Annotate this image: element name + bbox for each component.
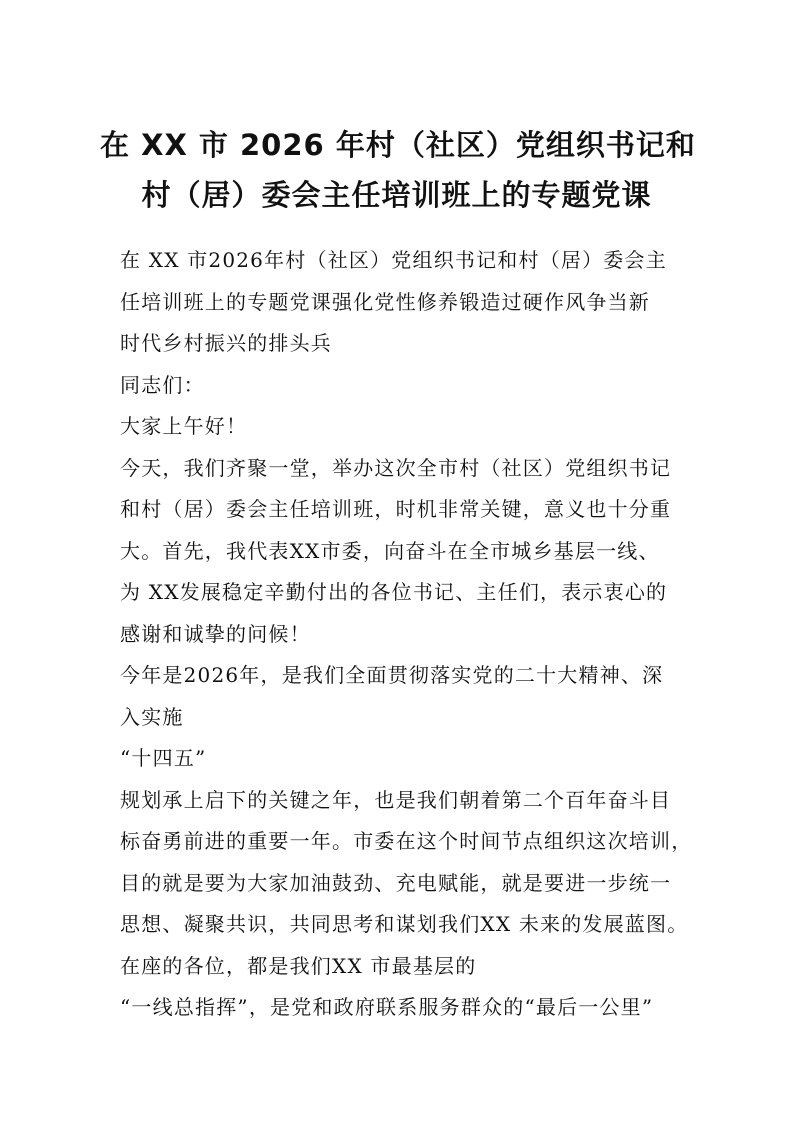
document-title (100, 120, 696, 220)
body-line: 标奋勇前进的重要一年。市委在这个时间节点组织这次培训， (120, 829, 693, 853)
body-line: 大家上午好！ (120, 414, 248, 438)
body-line: 今年是2026年，是我们全面贯彻落实党的二十大精神、深 (120, 663, 664, 687)
body-line: 任培训班上的专题党课强化党性修养锻造过硬作风争当新 (120, 289, 650, 314)
body-line: 在 XX 市2026年村（社区）党组织书记和村（居）委会主 (120, 248, 667, 272)
body-line: 入实施 (120, 704, 184, 729)
body-line: 同志们： (120, 372, 205, 397)
body-line: 思想、凝聚共识，共同思考和谋划我们XX 未来的发展蓝图。 (120, 912, 689, 936)
body-line: 感谢和诚挚的问候！ (120, 621, 311, 646)
body-line: 目的就是要为大家加油鼓劲、充电赋能，就是要进一步统一 (120, 870, 672, 895)
title-line-2: 村（居）委会主任培训班上的专题党课 (141, 178, 652, 212)
body-line: 为 XX发展稳定辛勤付出的各位书记、主任们，表示衷心的 (120, 580, 668, 604)
body-line: “十四五” (120, 746, 207, 770)
body-line: “一线总指挥”，是党和政府联系服务群众的“最后一公里” (120, 995, 654, 1019)
body-line: 和村（居）委会主任培训班，时机非常关键，意义也十分重 (120, 497, 672, 521)
title-line-1: 在 XX 市 2026 年村（社区）党组织书记和 (100, 128, 696, 162)
body-line: 时代乡村振兴的排头兵 (120, 331, 332, 355)
body-line: 大。首先，我代表XX市委，向奋斗在全市城乡基层一线、 (120, 538, 660, 563)
body-line: 在座的各位，都是我们XX 市最基层的 (120, 953, 477, 978)
body-line: 今天，我们齐聚一堂，举办这次全市村（社区）党组织书记 (120, 455, 672, 480)
document-body (120, 240, 693, 1029)
body-line: 规划承上启下的关键之年，也是我们朝着第二个百年奋斗目 (120, 787, 672, 812)
